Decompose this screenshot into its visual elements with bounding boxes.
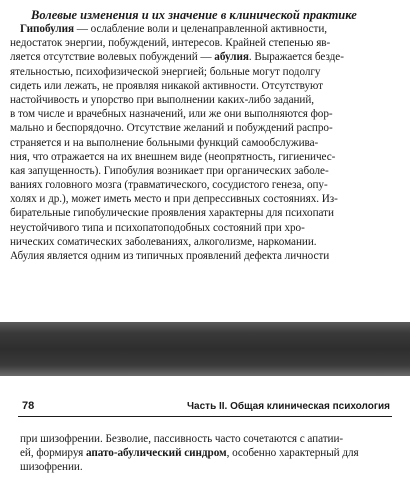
text-line (10, 93, 402, 107)
text-run: , особенно характерный для (226, 447, 359, 460)
text-run: неустойчивого типа и психопатоподобных состояний при хро- (10, 221, 305, 234)
text-line (10, 50, 402, 64)
text-line (10, 107, 402, 121)
text-run: бирательные гипобулические проявления характерны для психопати (10, 207, 334, 220)
text-line (10, 36, 402, 50)
bottom-page (0, 376, 410, 478)
text-run: при шизофрении. Безволие, пассивность часто сочетаются с апатии- (20, 433, 344, 445)
continued-text (20, 432, 400, 475)
text-line (10, 192, 402, 206)
text-line (10, 22, 402, 36)
text-run: в том числе и врачебных назначений, или же они выполняются фор- (10, 108, 333, 121)
text-run: шизофрении. (20, 461, 83, 474)
book-spine-gap (0, 322, 410, 376)
text-run: недостаток энергии, побуждений, интересов. Крайней степенью яв- (10, 37, 331, 50)
text-run: страняется и на выполнение больными функций самообслужива- (10, 136, 319, 149)
text-run: настойчивость и упорство при выполнении каких-либо заданий, (10, 93, 315, 106)
text-run: ятельностью, психофизической энергией; больные могут подолгу (10, 65, 321, 78)
text-run: нических соматических заболеваниях, алкоголизме, наркомании. (10, 235, 317, 248)
term-hypobulia: Гипобулия (20, 23, 74, 35)
text-line (20, 446, 400, 460)
page-number: 78 (22, 400, 35, 412)
text-line (10, 121, 402, 135)
text-line (20, 432, 400, 446)
term-abulia: абулия (214, 51, 249, 64)
text-run: ей, формируя (20, 447, 86, 460)
text-run: ляется отсутствие волевых побуждений — (10, 51, 215, 64)
text-line (10, 221, 402, 235)
text-line (10, 79, 402, 93)
text-line (10, 178, 402, 192)
text-run: мально и беспорядочно. Отсутствие желаний и побуждений распро- (10, 122, 333, 135)
text-line (10, 206, 402, 220)
text-run: Абулия является одним из типичных проявлений дефекта личности (10, 250, 330, 262)
text-line (20, 460, 400, 474)
text-run: — ослабление воли и целенаправленной активности, (73, 23, 328, 35)
text-line (10, 136, 402, 150)
text-run: холях и др.), может иметь место и при депрессивных состояниях. Из- (10, 193, 338, 206)
text-line (10, 164, 402, 178)
text-run: кая запущенность). Гипобулия возникает при органических заболе- (10, 164, 329, 177)
text-run: сидеть или лежать, не проявляя никакой активности. Отсутствуют (10, 79, 324, 92)
text-line (10, 65, 402, 79)
text-run: . Выражается безде- (248, 51, 344, 64)
text-run: ваниях головного мозга (травматического, сосудистого генеза, опу- (10, 179, 328, 192)
text-line (10, 150, 402, 164)
section-heading: Волевые изменения и их значение в клинической практике (31, 8, 357, 22)
text-line (10, 235, 402, 249)
text-run: ния, что отражается на их внешнем виде (неопрятность, гигиеничес- (10, 150, 336, 163)
term-apato-abulic-syndrome: апато-абулический синдром (85, 447, 227, 460)
text-line (10, 249, 402, 263)
header-rule (18, 416, 392, 417)
body-text (10, 22, 402, 263)
running-head: Часть II. Общая клиническая психология (187, 401, 390, 412)
